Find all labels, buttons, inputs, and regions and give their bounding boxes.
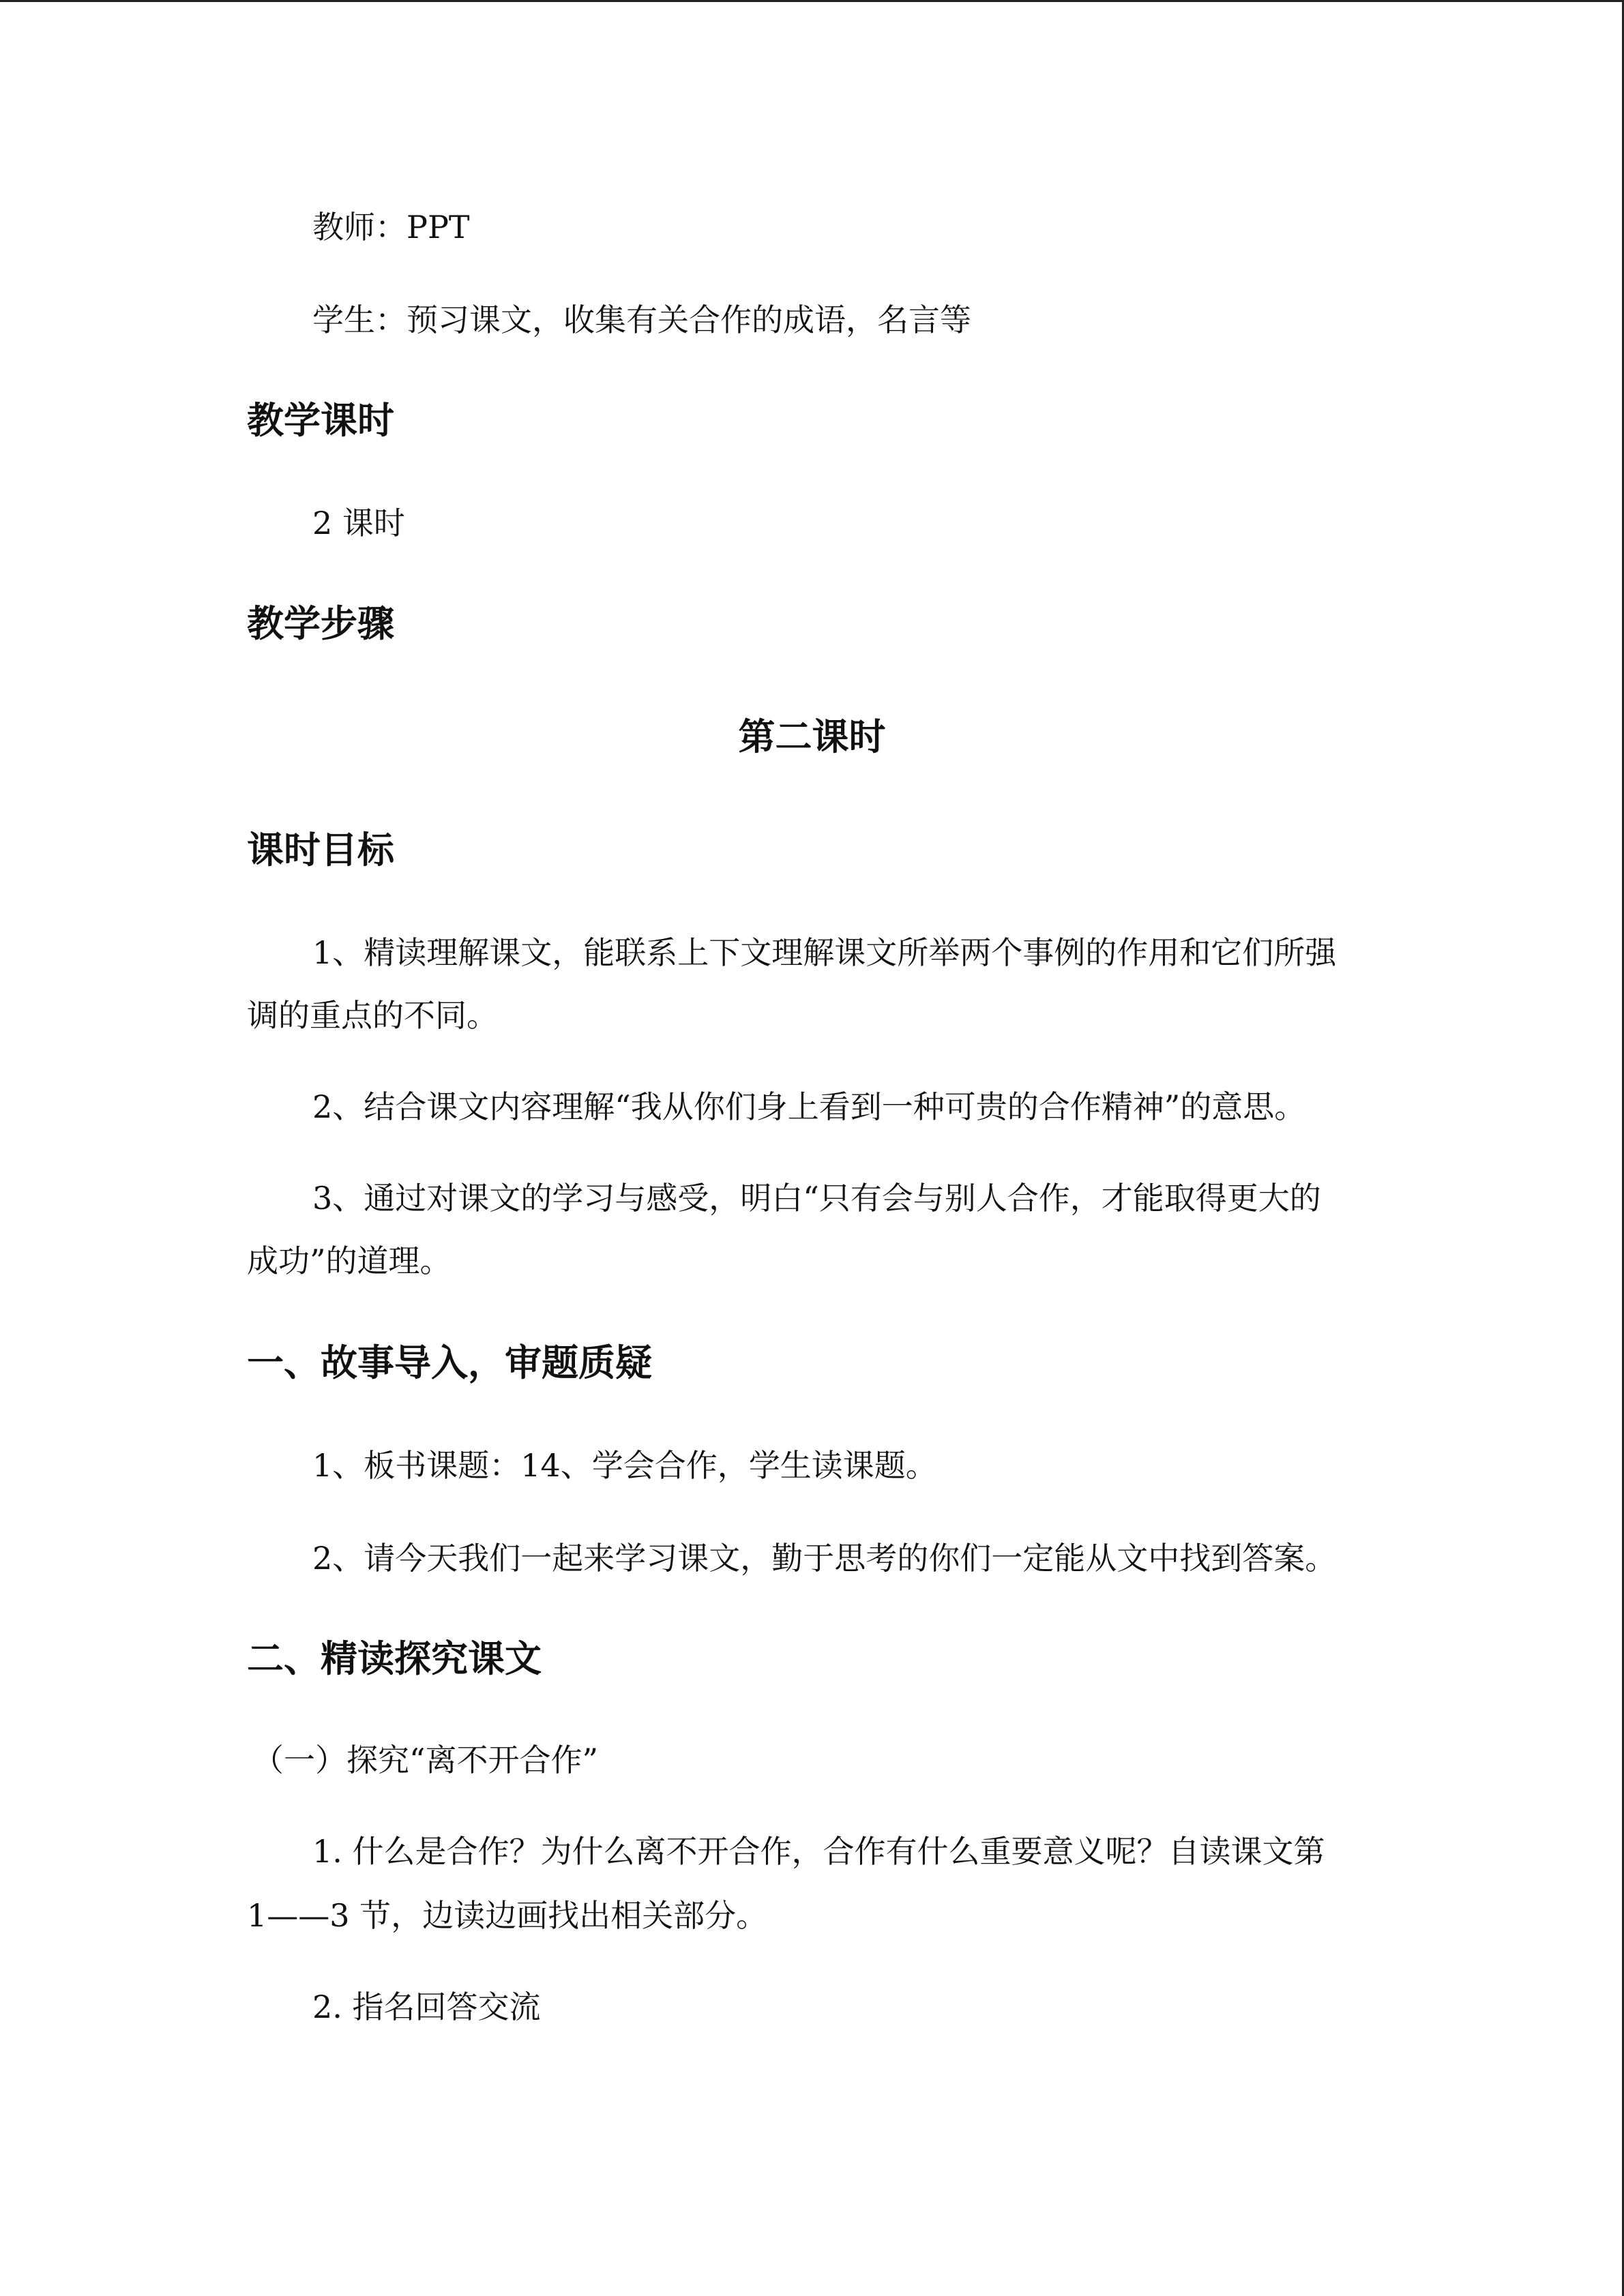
section-2-item-1-line-1: 1. 什么是合作？为什么离不开合作，合作有什么重要意义呢？自读课文第 (312, 1833, 1325, 1870)
objectives-heading: 课时目标 (247, 829, 394, 871)
lesson-title: 第二课时 (738, 715, 886, 758)
prep-teacher: 教师：PPT (312, 209, 470, 245)
objective-2: 2、结合课文内容理解“我从你们身上看到一种可贵的合作精神”的意思。 (312, 1088, 1306, 1125)
page-top-border (0, 0, 1624, 2)
steps-heading: 教学步骤 (247, 602, 394, 645)
section-1-item-1: 1、板书课题：14、学会合作，学生读课题。 (312, 1447, 937, 1484)
section-1-heading: 一、故事导入，审题质疑 (247, 1341, 652, 1384)
section-1-item-2: 2、请今天我们一起来学习课文，勤于思考的你们一定能从文中找到答案。 (312, 1540, 1337, 1577)
section-2-item-2: 2. 指名回答交流 (312, 1988, 541, 2025)
objective-3-line-1: 3、通过对课文的学习与感受，明白“只有会与别人合作，才能取得更大的 (312, 1180, 1321, 1217)
objective-1-line-1: 1、精读理解课文，能联系上下文理解课文所举两个事例的作用和它们所强 (312, 934, 1337, 971)
objective-1-line-2: 调的重点的不同。 (247, 997, 498, 1034)
schedule-heading: 教学课时 (247, 399, 394, 442)
schedule-value: 2 课时 (312, 505, 405, 541)
section-2-heading: 二、精读探究课文 (247, 1637, 542, 1680)
prep-student: 学生：预习课文，收集有关合作的成语，名言等 (312, 301, 971, 338)
section-2-subheading: （一）探究“离不开合作” (252, 1742, 599, 1778)
objective-3-line-2: 成功”的道理。 (247, 1242, 452, 1279)
section-2-item-1-line-2: 1——3 节，边读边画找出相关部分。 (247, 1897, 768, 1934)
